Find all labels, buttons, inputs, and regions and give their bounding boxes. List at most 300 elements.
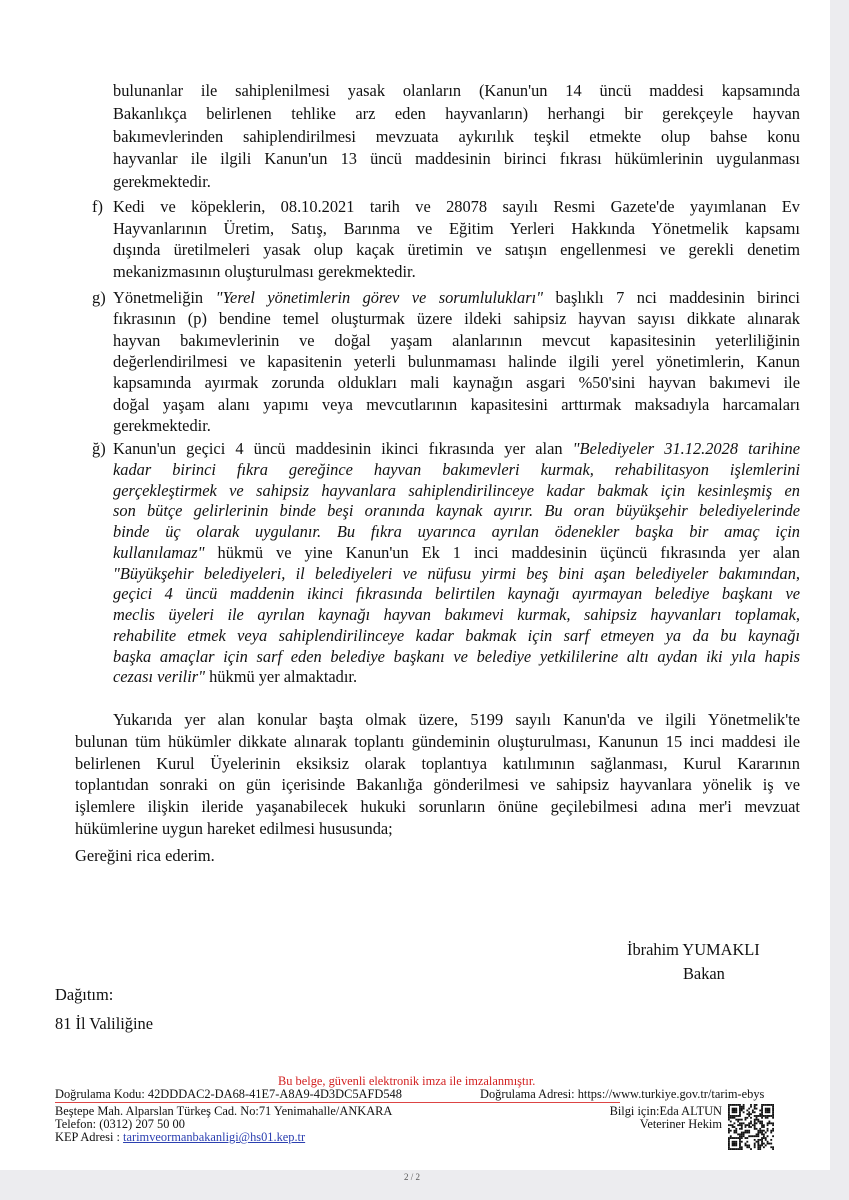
qr-module xyxy=(756,1122,758,1124)
qr-module xyxy=(765,1117,767,1119)
text-line xyxy=(113,666,800,688)
verification-address[interactable]: Doğrulama Adresi: https://www.turkiye.gov.tr/tarim-ebys xyxy=(480,1087,765,1101)
qr-module xyxy=(750,1117,752,1119)
text-line xyxy=(113,415,800,437)
text-line xyxy=(113,625,800,647)
qr-module xyxy=(737,1115,739,1117)
qr-module xyxy=(759,1139,761,1141)
qr-module xyxy=(735,1137,737,1139)
qr-module xyxy=(730,1124,732,1126)
qr-module xyxy=(757,1143,759,1145)
qr-module xyxy=(739,1115,741,1117)
text-segment: mekanizmasının oluşturulması gerekmektedir. xyxy=(113,262,416,282)
qr-module xyxy=(741,1133,743,1135)
qr-module xyxy=(739,1143,741,1145)
quoted-text: gerçekleştirmek ve sahipsiz hayvanlara sahiplendirilinceye kadar bakmak için kesinleşmiş en xyxy=(113,480,800,500)
qr-module xyxy=(759,1130,761,1132)
text-line xyxy=(113,438,800,460)
qr-module xyxy=(730,1148,732,1150)
qr-module xyxy=(770,1139,772,1141)
qr-module xyxy=(732,1137,734,1139)
qr-module xyxy=(757,1133,759,1135)
qr-module xyxy=(768,1111,770,1113)
qr-module xyxy=(759,1122,761,1124)
qr-module xyxy=(754,1135,756,1137)
text-line xyxy=(75,753,800,775)
qr-module xyxy=(759,1113,761,1115)
qr-module xyxy=(767,1117,769,1119)
qr-module xyxy=(761,1104,763,1106)
text-line xyxy=(75,818,800,840)
qr-module xyxy=(765,1115,767,1117)
qr-module xyxy=(732,1104,734,1106)
qr-module xyxy=(735,1132,737,1134)
qr-module xyxy=(728,1132,730,1134)
qr-module xyxy=(761,1144,763,1146)
qr-module xyxy=(728,1119,730,1121)
qr-module xyxy=(761,1111,763,1113)
qr-module xyxy=(772,1111,774,1113)
qr-module xyxy=(734,1144,736,1146)
qr-module xyxy=(767,1122,769,1124)
qr-module xyxy=(734,1115,736,1117)
qr-module xyxy=(743,1104,745,1106)
qr-module xyxy=(745,1119,747,1121)
text-line xyxy=(113,308,800,330)
text-line xyxy=(75,796,800,818)
qr-module xyxy=(768,1122,770,1124)
qr-module xyxy=(768,1108,770,1110)
text-segment: fıkrasının (p) bendine temel oluşturmak üzere ildeki sahipsiz hayvan sayısı dikkate alınarak xyxy=(113,309,800,329)
qr-module xyxy=(741,1110,743,1112)
qr-module xyxy=(748,1130,750,1132)
qr-module xyxy=(772,1106,774,1108)
text-line xyxy=(75,731,800,753)
qr-module xyxy=(763,1143,765,1145)
qr-module xyxy=(767,1141,769,1143)
text-line xyxy=(113,261,800,283)
qr-module xyxy=(756,1104,758,1106)
qr-module xyxy=(728,1128,730,1130)
qr-module xyxy=(735,1110,737,1112)
qr-module xyxy=(763,1133,765,1135)
list-item-label: f) xyxy=(92,197,103,216)
qr-module xyxy=(739,1146,741,1148)
qr-module xyxy=(746,1130,748,1132)
qr-module xyxy=(756,1117,758,1119)
qr-module xyxy=(739,1128,741,1130)
qr-module xyxy=(767,1143,769,1145)
qr-module xyxy=(739,1113,741,1115)
qr-module xyxy=(772,1108,774,1110)
qr-module xyxy=(743,1108,745,1110)
qr-module xyxy=(770,1132,772,1134)
text-segment: Yönetmeliğin xyxy=(113,288,216,307)
qr-module xyxy=(741,1119,743,1121)
qr-module xyxy=(732,1148,734,1150)
qr-module xyxy=(748,1111,750,1113)
text-segment: Kedi ve köpeklerin, 08.10.2021 tarih ve 28078 sayılı Resmi Gazete'de yayımlanan Ev xyxy=(113,197,800,216)
text-segment: Yukarıda yer alan konular başta olmak üzere, 5199 sayılı Kanun'da ve ilgili Yönetmelik'te xyxy=(113,710,800,729)
text-line xyxy=(113,239,800,261)
qr-module xyxy=(770,1130,772,1132)
qr-module xyxy=(730,1117,732,1119)
qr-module xyxy=(754,1146,756,1148)
qr-module xyxy=(745,1143,747,1145)
text-segment: hükümlerine uygun hareket edilmesi hususunda; xyxy=(75,819,393,838)
qr-module xyxy=(739,1106,741,1108)
qr-module xyxy=(767,1108,769,1110)
qr-module xyxy=(748,1122,750,1124)
qr-module xyxy=(728,1144,730,1146)
qr-module xyxy=(768,1110,770,1112)
qr-module xyxy=(734,1104,736,1106)
qr-module xyxy=(770,1115,772,1117)
qr-module xyxy=(728,1110,730,1112)
qr-module xyxy=(734,1141,736,1143)
qr-module xyxy=(743,1133,745,1135)
qr-module xyxy=(750,1135,752,1137)
qr-module xyxy=(734,1108,736,1110)
qr-module xyxy=(750,1122,752,1124)
qr-module xyxy=(768,1115,770,1117)
qr-module xyxy=(735,1144,737,1146)
qr-module xyxy=(735,1104,737,1106)
qr-module xyxy=(761,1124,763,1126)
qr-module xyxy=(761,1113,763,1115)
qr-module xyxy=(730,1115,732,1117)
qr-module xyxy=(761,1106,763,1108)
text-segment: Hayvanlarının Üretim, Satış, Barınma ve Eğitim Yerleri Hakkında Yönetmelik kapsamı xyxy=(113,218,800,238)
qr-module xyxy=(754,1121,756,1123)
distribution-recipient: 81 İl Valiliğine xyxy=(55,1014,154,1033)
qr-module xyxy=(732,1111,734,1113)
qr-module xyxy=(730,1135,732,1137)
qr-module xyxy=(746,1141,748,1143)
qr-module xyxy=(754,1124,756,1126)
qr-module xyxy=(735,1111,737,1113)
quoted-text: binde üç olarak uygulanır. Bu fıkra uyarınca ayrılan ödenekler başka bir amaç için xyxy=(113,522,800,541)
qr-module xyxy=(746,1117,748,1119)
qr-module xyxy=(761,1130,763,1132)
qr-module xyxy=(735,1115,737,1117)
qr-module xyxy=(761,1122,763,1124)
qr-module xyxy=(772,1124,774,1126)
qr-module xyxy=(759,1146,761,1148)
qr-module xyxy=(739,1108,741,1110)
qr-module xyxy=(739,1144,741,1146)
text-line xyxy=(113,521,800,543)
text-line xyxy=(113,542,800,564)
signature-title: Bakan xyxy=(683,964,725,983)
qr-module xyxy=(768,1121,770,1123)
qr-module xyxy=(765,1110,767,1112)
text-line xyxy=(113,330,800,352)
qr-module xyxy=(757,1119,759,1121)
qr-module xyxy=(732,1117,734,1119)
qr-module xyxy=(743,1106,745,1108)
qr-module xyxy=(763,1146,765,1148)
qr-module xyxy=(735,1130,737,1132)
qr-module xyxy=(754,1128,756,1130)
qr-module xyxy=(746,1124,748,1126)
qr-module xyxy=(745,1132,747,1134)
qr-module xyxy=(763,1137,765,1139)
qr-module xyxy=(739,1122,741,1124)
qr-module xyxy=(737,1119,739,1121)
qr-module xyxy=(757,1144,759,1146)
qr-module xyxy=(728,1143,730,1145)
qr-module xyxy=(756,1135,758,1137)
qr-module xyxy=(746,1137,748,1139)
qr-module xyxy=(768,1143,770,1145)
qr-module xyxy=(761,1137,763,1139)
qr-module xyxy=(739,1141,741,1143)
qr-module xyxy=(728,1130,730,1132)
list-item-label: g) xyxy=(92,288,106,307)
qr-module xyxy=(756,1119,758,1121)
qr-module xyxy=(765,1139,767,1141)
qr-code xyxy=(728,1104,774,1150)
text-segment: Kanun'un geçici 4 üncü maddesinin ikinci fıkrasında yer alan xyxy=(113,439,573,458)
text-segment: kapsamında ayırmak zorunda oldukları mali kaynağın asgari %50'sini hayvan bakımevi ile xyxy=(113,373,800,393)
qr-module xyxy=(759,1144,761,1146)
qr-module xyxy=(728,1104,730,1106)
qr-module xyxy=(759,1128,761,1130)
text-segment: Gereğini rica ederim. xyxy=(75,846,215,865)
footer-divider xyxy=(55,1102,620,1103)
qr-module xyxy=(770,1146,772,1148)
signature-name: İbrahim YUMAKLI xyxy=(627,940,760,959)
qr-module xyxy=(737,1148,739,1150)
qr-module xyxy=(737,1133,739,1135)
text-line xyxy=(113,709,800,731)
qr-module xyxy=(761,1139,763,1141)
qr-module xyxy=(739,1110,741,1112)
qr-module xyxy=(754,1108,756,1110)
qr-module xyxy=(735,1108,737,1110)
esign-notice: Bu belge, güvenli elektronik imza ile imzalanmıştır. xyxy=(278,1074,536,1088)
qr-module xyxy=(741,1132,743,1134)
qr-module xyxy=(761,1133,763,1135)
qr-module xyxy=(750,1148,752,1150)
qr-module xyxy=(732,1144,734,1146)
qr-module xyxy=(739,1137,741,1139)
info-title: Veteriner Hekim xyxy=(639,1117,722,1131)
qr-module xyxy=(767,1130,769,1132)
qr-module xyxy=(743,1122,745,1124)
qr-module xyxy=(734,1143,736,1145)
quoted-text: kadar birinci fıkra gereğince hayvan bakımevleri kurmak, rehabilitasyon işlemlerini xyxy=(113,459,800,479)
qr-module xyxy=(748,1132,750,1134)
qr-module xyxy=(748,1126,750,1128)
qr-module xyxy=(754,1139,756,1141)
qr-module xyxy=(759,1148,761,1150)
text-segment: bulunanlar ile sahiplenilmesi yasak olanların (Kanun'un 14 üncü maddesi kapsamında xyxy=(113,81,800,100)
text-line xyxy=(113,459,800,481)
qr-module xyxy=(772,1135,774,1137)
qr-module xyxy=(748,1135,750,1137)
qr-module xyxy=(770,1104,772,1106)
qr-module xyxy=(746,1144,748,1146)
qr-module xyxy=(741,1135,743,1137)
qr-module xyxy=(757,1135,759,1137)
distribution-label: Dağıtım: xyxy=(55,985,114,1004)
text-line xyxy=(113,148,800,170)
qr-module xyxy=(770,1122,772,1124)
qr-module xyxy=(737,1104,739,1106)
qr-module xyxy=(754,1119,756,1121)
qr-module xyxy=(767,1111,769,1113)
text-line xyxy=(113,394,800,416)
text-line xyxy=(113,196,800,218)
text-segment: hayvanlar ile ilgili Kanun'un 13 üncü maddesinin birinci fıkrası hükümlerinin uygulanması xyxy=(113,149,800,169)
text-line xyxy=(113,563,800,585)
qr-module xyxy=(728,1139,730,1141)
qr-module xyxy=(748,1108,750,1110)
qr-module xyxy=(739,1104,741,1106)
qr-module xyxy=(732,1124,734,1126)
qr-module xyxy=(772,1148,774,1150)
qr-module xyxy=(741,1124,743,1126)
qr-module xyxy=(745,1126,747,1128)
qr-module xyxy=(732,1143,734,1145)
qr-module xyxy=(757,1141,759,1143)
qr-module xyxy=(728,1124,730,1126)
qr-module xyxy=(745,1137,747,1139)
qr-module xyxy=(748,1146,750,1148)
qr-module xyxy=(750,1106,752,1108)
qr-module xyxy=(730,1130,732,1132)
qr-module xyxy=(741,1108,743,1110)
qr-module xyxy=(741,1141,743,1143)
qr-module xyxy=(741,1128,743,1130)
text-segment: dışında üretilmeleri yasak olup kaçak üretimin ve satışın engellenmesi ve gerekli denetim xyxy=(113,240,800,260)
text-line xyxy=(113,500,800,522)
qr-module xyxy=(741,1148,743,1150)
qr-module xyxy=(735,1141,737,1143)
qr-module xyxy=(739,1111,741,1113)
qr-module xyxy=(765,1132,767,1134)
text-line xyxy=(113,372,800,394)
text-segment: belirlenen Kurul Üyelerinin eksiksiz olarak toplantıya katılımının sağlanması, Kurul Kararının xyxy=(75,753,800,773)
text-segment: Bakanlıkça belirlenen tehlike arz eden hayvanların) herhangi bir gerekçeyle hayvan xyxy=(113,103,800,123)
qr-module xyxy=(767,1128,769,1130)
text-segment: hükmü ve yine Kanun'un Ek 1 inci maddesinin üçüncü fıkrasında yer alan xyxy=(204,542,800,562)
qr-module xyxy=(732,1110,734,1112)
qr-module xyxy=(739,1139,741,1141)
qr-module xyxy=(745,1130,747,1132)
qr-module xyxy=(737,1121,739,1123)
qr-module xyxy=(728,1141,730,1143)
qr-module xyxy=(754,1104,756,1106)
qr-module xyxy=(745,1144,747,1146)
qr-module xyxy=(754,1143,756,1145)
qr-module xyxy=(743,1111,745,1113)
qr-module xyxy=(734,1117,736,1119)
qr-module xyxy=(734,1130,736,1132)
qr-module xyxy=(739,1148,741,1150)
qr-module xyxy=(732,1141,734,1143)
quoted-text: son bütçe gelirlerinin binde beşi oranında kaynak ayırır. Bu oran büyükşehir belediyelerinde xyxy=(113,501,800,521)
list-item-label: ğ) xyxy=(92,439,106,458)
qr-module xyxy=(750,1113,752,1115)
qr-module xyxy=(739,1135,741,1137)
text-line xyxy=(75,845,800,867)
verification-code: Doğrulama Kodu: 42DDDAC2-DA68-41E7-A8A9-4D3DC5AFD548 xyxy=(55,1087,402,1101)
qr-module xyxy=(759,1121,761,1123)
qr-module xyxy=(765,1108,767,1110)
text-line xyxy=(113,80,800,102)
text-segment: bulunan tüm hükümler dikkate alınarak toplantı gündeminin oluşturulması, Kanunun 15 inci maddesi ile xyxy=(75,731,800,751)
qr-module xyxy=(732,1115,734,1117)
footer-address: Beştepe Mah. Alparslan Türkeş Cad. No:71 Yenimahalle/ANKARA xyxy=(55,1104,393,1118)
qr-module xyxy=(741,1137,743,1139)
kep-email-link[interactable]: tarimveormanbakanligi@hs01.kep.tr xyxy=(123,1130,306,1144)
qr-module xyxy=(757,1132,759,1134)
qr-module xyxy=(757,1139,759,1141)
text-segment: değerlendirilmesi ve kapasitenin yeterli bulunmaması halinde ilgili yerel yönetimlerin, Kanun xyxy=(113,351,800,371)
text-segment: işlemlere ilişkin ileride yaşanabilecek hukuki sorunların önüne geçilebilmesi adına mer'i mevzuat xyxy=(75,797,800,817)
qr-module xyxy=(757,1148,759,1150)
qr-module xyxy=(754,1111,756,1113)
qr-module xyxy=(750,1126,752,1128)
qr-module xyxy=(734,1111,736,1113)
qr-module xyxy=(763,1124,765,1126)
text-line xyxy=(113,583,800,605)
text-segment: doğal yaşam alanı yapımı veya mevcutlarının kapasitesini arttırmak maksadıyla harcamaları xyxy=(113,394,800,414)
quoted-text: kullanılamaz" xyxy=(113,542,205,562)
qr-module xyxy=(739,1133,741,1135)
qr-module xyxy=(756,1108,758,1110)
qr-module xyxy=(728,1148,730,1150)
qr-module xyxy=(752,1111,754,1113)
qr-module xyxy=(752,1135,754,1137)
quoted-text: "Yerel yönetimlerin görev ve sorumlulukları" xyxy=(215,288,544,307)
text-line xyxy=(113,103,800,125)
qr-module xyxy=(761,1141,763,1143)
qr-module xyxy=(748,1115,750,1117)
qr-module xyxy=(759,1115,761,1117)
text-line xyxy=(113,646,800,668)
qr-module xyxy=(759,1132,761,1134)
quoted-text: geçici 4 üncü maddenin ikinci fıkrasında belirtilen kaynağı ayırmayan belediye başkanı ve xyxy=(113,584,800,604)
qr-module xyxy=(734,1122,736,1124)
qr-module xyxy=(757,1146,759,1148)
qr-module xyxy=(752,1124,754,1126)
quoted-text: başka amaçlar için sarf eden belediye başkanı ve belediye yetkililerine altı aydan iki yıla hapis xyxy=(113,646,800,666)
qr-module xyxy=(741,1122,743,1124)
qr-module xyxy=(761,1143,763,1145)
qr-module xyxy=(745,1117,747,1119)
qr-module xyxy=(743,1135,745,1137)
qr-module xyxy=(739,1124,741,1126)
text-segment: hayvan bakımevlerinin ve doğal yaşam alanlarının mevcut kapasitesinin yeterliliğinin xyxy=(113,330,800,350)
qr-module xyxy=(728,1108,730,1110)
qr-module xyxy=(765,1111,767,1113)
qr-module xyxy=(772,1113,774,1115)
qr-module xyxy=(761,1117,763,1119)
qr-module xyxy=(763,1130,765,1132)
qr-module xyxy=(770,1143,772,1145)
qr-module xyxy=(748,1124,750,1126)
qr-module xyxy=(728,1111,730,1113)
qr-module xyxy=(750,1121,752,1123)
quoted-text: meclis üyeleri ile ayrılan kaynağı hayvan bakımevi kurmak, sahipsiz hayvanları toplamak, xyxy=(113,605,800,624)
qr-module xyxy=(730,1137,732,1139)
qr-module xyxy=(754,1115,756,1117)
qr-module xyxy=(772,1130,774,1132)
